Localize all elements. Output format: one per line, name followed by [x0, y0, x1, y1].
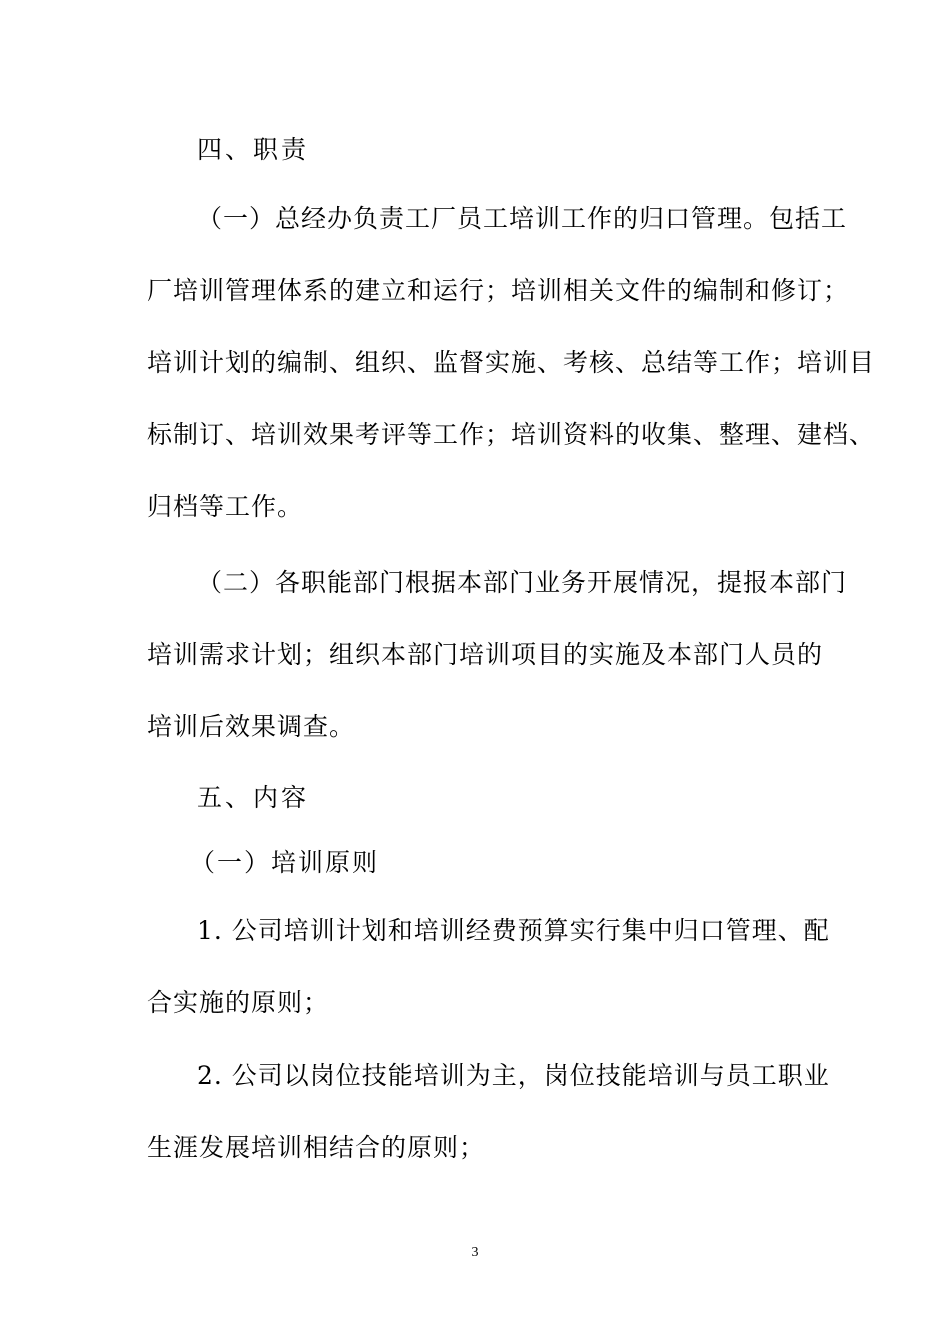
text-line: 生涯发展培训相结合的原则；	[147, 1133, 486, 1162]
text-line: 归档等工作。	[147, 492, 304, 521]
text-line: 培训后效果调查。	[147, 712, 356, 741]
section-heading-content: 五、内容	[197, 783, 310, 812]
subsection-heading-principles: （一）培训原则	[190, 848, 380, 877]
text-line: 厂培训管理体系的建立和运行；培训相关文件的编制和修订；	[147, 276, 850, 305]
paragraph-duties-1	[147, 183, 876, 543]
text-line: 培训需求计划；组织本部门培训项目的实施及本部门人员的	[147, 640, 824, 669]
list-item-2	[147, 1040, 830, 1184]
page-number: 3	[471, 1245, 479, 1260]
text-line: 培训计划的编制、组织、监督实施、考核、总结等工作；培训目	[147, 348, 876, 377]
text-line: 1. 公司培训计划和培训经费预算实行集中归口管理、配	[197, 916, 830, 945]
text-line: （二）各职能部门根据本部门业务开展情况，提报本部门	[197, 568, 848, 597]
text-line: 标制订、培训效果考评等工作；培训资料的收集、整理、建档、	[147, 420, 876, 449]
section-heading-duties: 四、职责	[197, 135, 310, 164]
list-item-1	[147, 895, 830, 1039]
paragraph-duties-2	[147, 547, 848, 763]
text-line: 合实施的原则；	[147, 988, 330, 1017]
text-line: 2. 公司以岗位技能培训为主，岗位技能培训与员工职业	[197, 1061, 830, 1090]
text-line: （一）总经办负责工厂员工培训工作的归口管理。包括工	[197, 204, 848, 233]
